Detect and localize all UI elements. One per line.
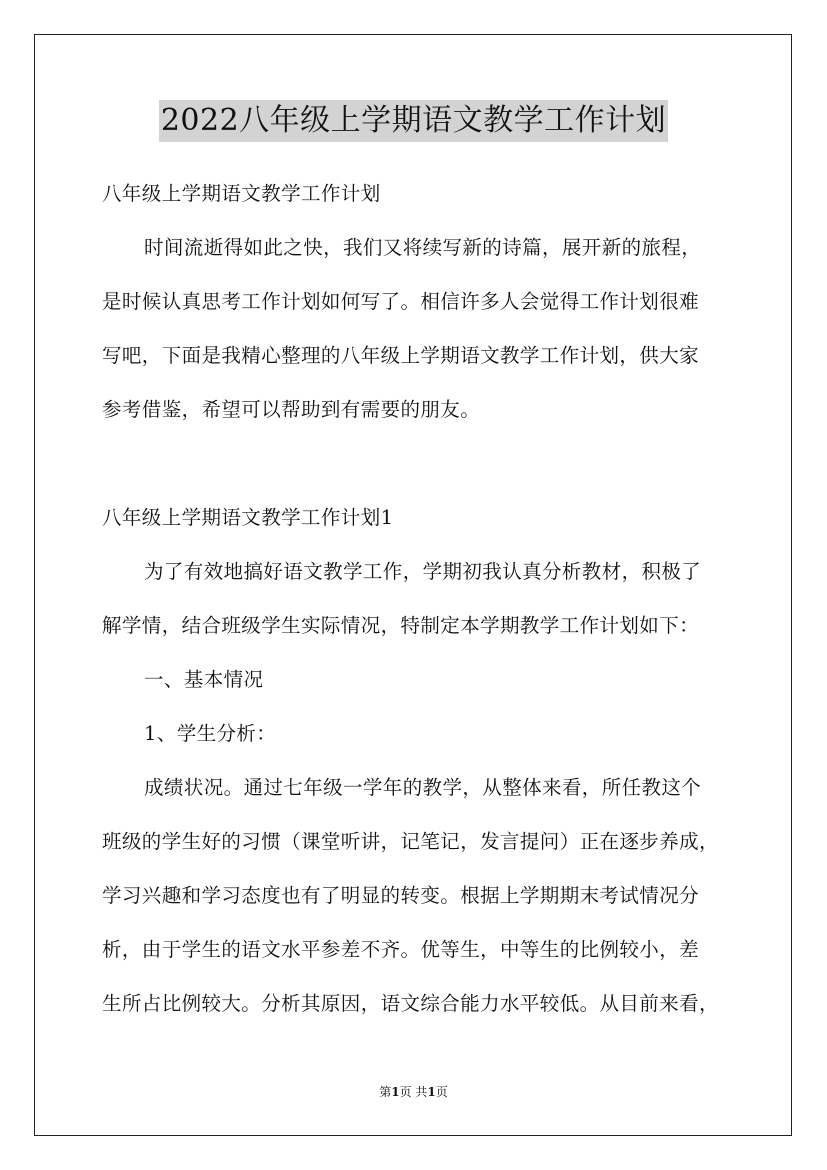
analysis-line: 成绩状况。通过七年级一学年的教学，从整体来看，所任教这个 bbox=[144, 776, 702, 799]
analysis-line: 班级的学生好的习惯（课堂听讲，记笔记，发言提问）正在逐步养成， bbox=[102, 830, 719, 853]
analysis-line: 析，由于学生的语文水平参差不齐。优等生，中等生的比例较小，差 bbox=[102, 938, 700, 961]
intro-line: 写吧，下面是我精心整理的八年级上学期语文教学工作计划，供大家 bbox=[102, 344, 700, 367]
section-line: 解学情，结合班级学生实际情况，特制定本学期教学工作计划如下： bbox=[102, 614, 700, 637]
analysis-line: 生所占比例较大。分析其原因，语文综合能力水平较低。从目前来看， bbox=[102, 992, 719, 1015]
section-heading: 八年级上学期语文教学工作计划1 bbox=[102, 506, 394, 529]
footer-prefix: 第 bbox=[379, 1085, 392, 1099]
section-line: 为了有效地搞好语文教学工作，学期初我认真分析教材，积极了 bbox=[144, 560, 702, 583]
intro-line: 时间流逝得如此之快，我们又将续写新的诗篇，展开新的旅程， bbox=[144, 236, 702, 259]
intro-heading: 八年级上学期语文教学工作计划 bbox=[102, 182, 381, 205]
footer-suffix: 页 bbox=[435, 1085, 448, 1099]
total-page-number: 1 bbox=[427, 1085, 436, 1099]
document-body bbox=[102, 174, 742, 1038]
intro-line: 是时候认真思考工作计划如何写了。相信许多人会觉得工作计划很难 bbox=[102, 290, 700, 313]
analysis-line: 学习兴趣和学习态度也有了明显的转变。根据上学期期末考试情况分 bbox=[102, 884, 700, 907]
footer-mid: 页 共 bbox=[399, 1085, 428, 1099]
sub-heading: 1、学生分析： bbox=[144, 722, 277, 745]
sub-heading: 一、基本情况 bbox=[144, 668, 264, 691]
blank-line bbox=[102, 444, 742, 498]
page-footer bbox=[0, 1082, 827, 1102]
document-title: 2022八年级上学期语文教学工作计划 bbox=[159, 100, 668, 142]
current-page-number: 1 bbox=[391, 1085, 400, 1099]
intro-line: 参考借鉴，希望可以帮助到有需要的朋友。 bbox=[102, 398, 481, 421]
title-container bbox=[0, 100, 827, 142]
